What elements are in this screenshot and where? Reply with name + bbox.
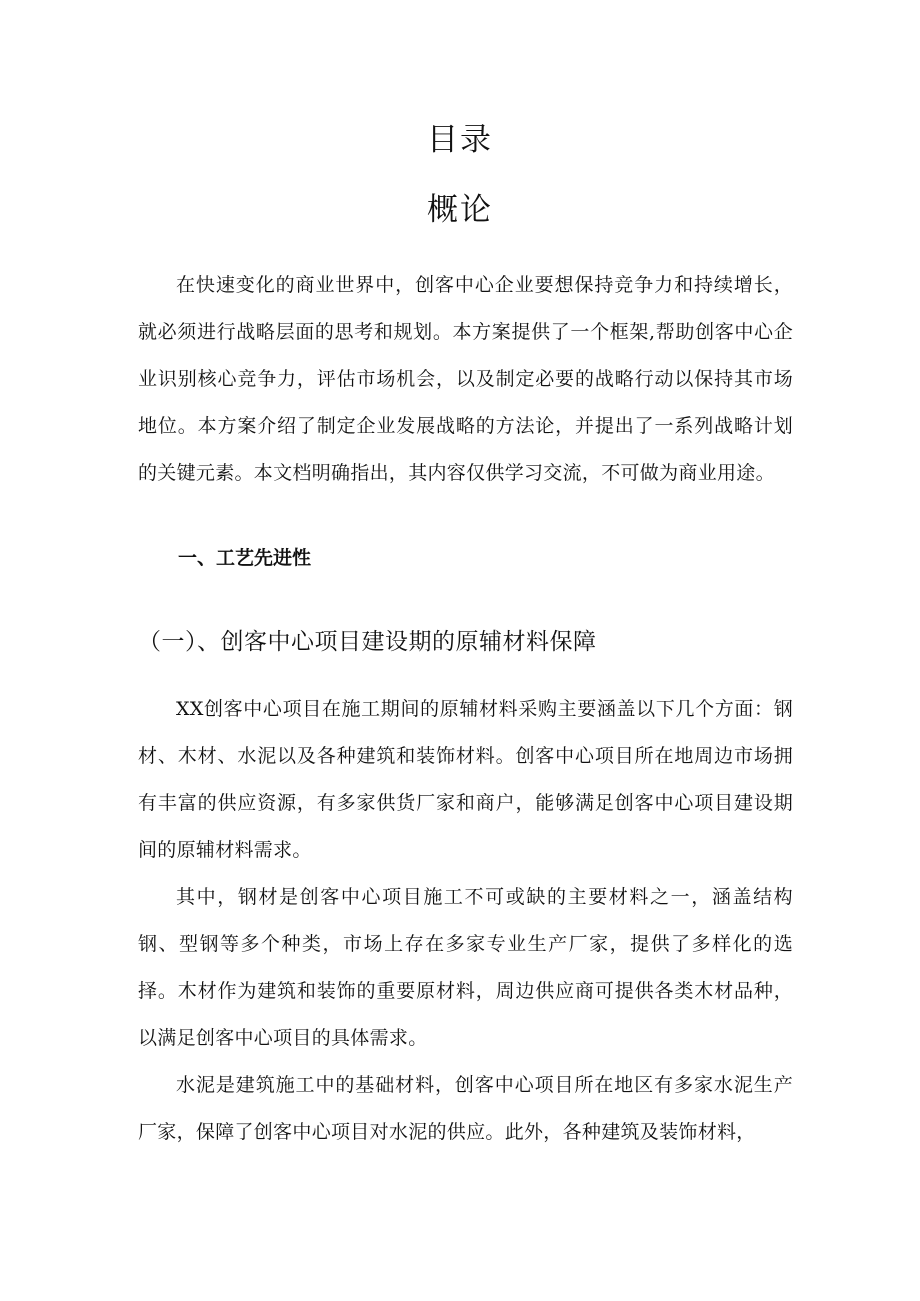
intro-paragraph: 在快速变化的商业世界中，创客中心企业要想保持竞争力和持续增长，就必须进行战略层面的思考和规划。本方案提供了一个框架,帮助创客中心企业识别核心竞争力，评估市场机会，以及制定必要的战略行动以保持其市场地位。本方案介绍了制定企业发展战略的方法论，并提出了一系列战略计划的关键元素。本文档明确指出，其内容仅供学习交流，不可做为商业用途。 bbox=[138, 274, 793, 484]
heading-craft-advancement: 一、工艺先进性 bbox=[178, 547, 312, 569]
section-title: 概论 bbox=[427, 192, 493, 228]
body-paragraph: 其中，钢材是创客中心项目施工不可或缺的主要材料之一，涵盖结构钢、型钢等多个种类，市场上存在多家专业生产厂家，提供了多样化的选择。木材作为建筑和装饰的重要原材料，周边供应商可提供各类木材品种，以满足创客中心项目的具体需求。 bbox=[138, 886, 793, 1049]
heading-material-supply: （一）、创客中心项目建设期的原辅材料保障 bbox=[138, 629, 597, 655]
body-paragraph: XX创客中心项目在施工期间的原辅材料采购主要涵盖以下几个方面：钢材、木材、水泥以及各种建筑和装饰材料。创客中心项目所在地周边市场拥有丰富的供应资源，有多家供货厂家和商户，能够满足创客中心项目建设期间的原辅材料需求。 bbox=[138, 698, 793, 861]
toc-title: 目录 bbox=[427, 122, 493, 158]
body-paragraph: 水泥是建筑施工中的基础材料，创客中心项目所在地区有多家水泥生产厂家，保障了创客中心项目对水泥的供应。此外，各种建筑及装饰材料， bbox=[138, 1074, 793, 1143]
